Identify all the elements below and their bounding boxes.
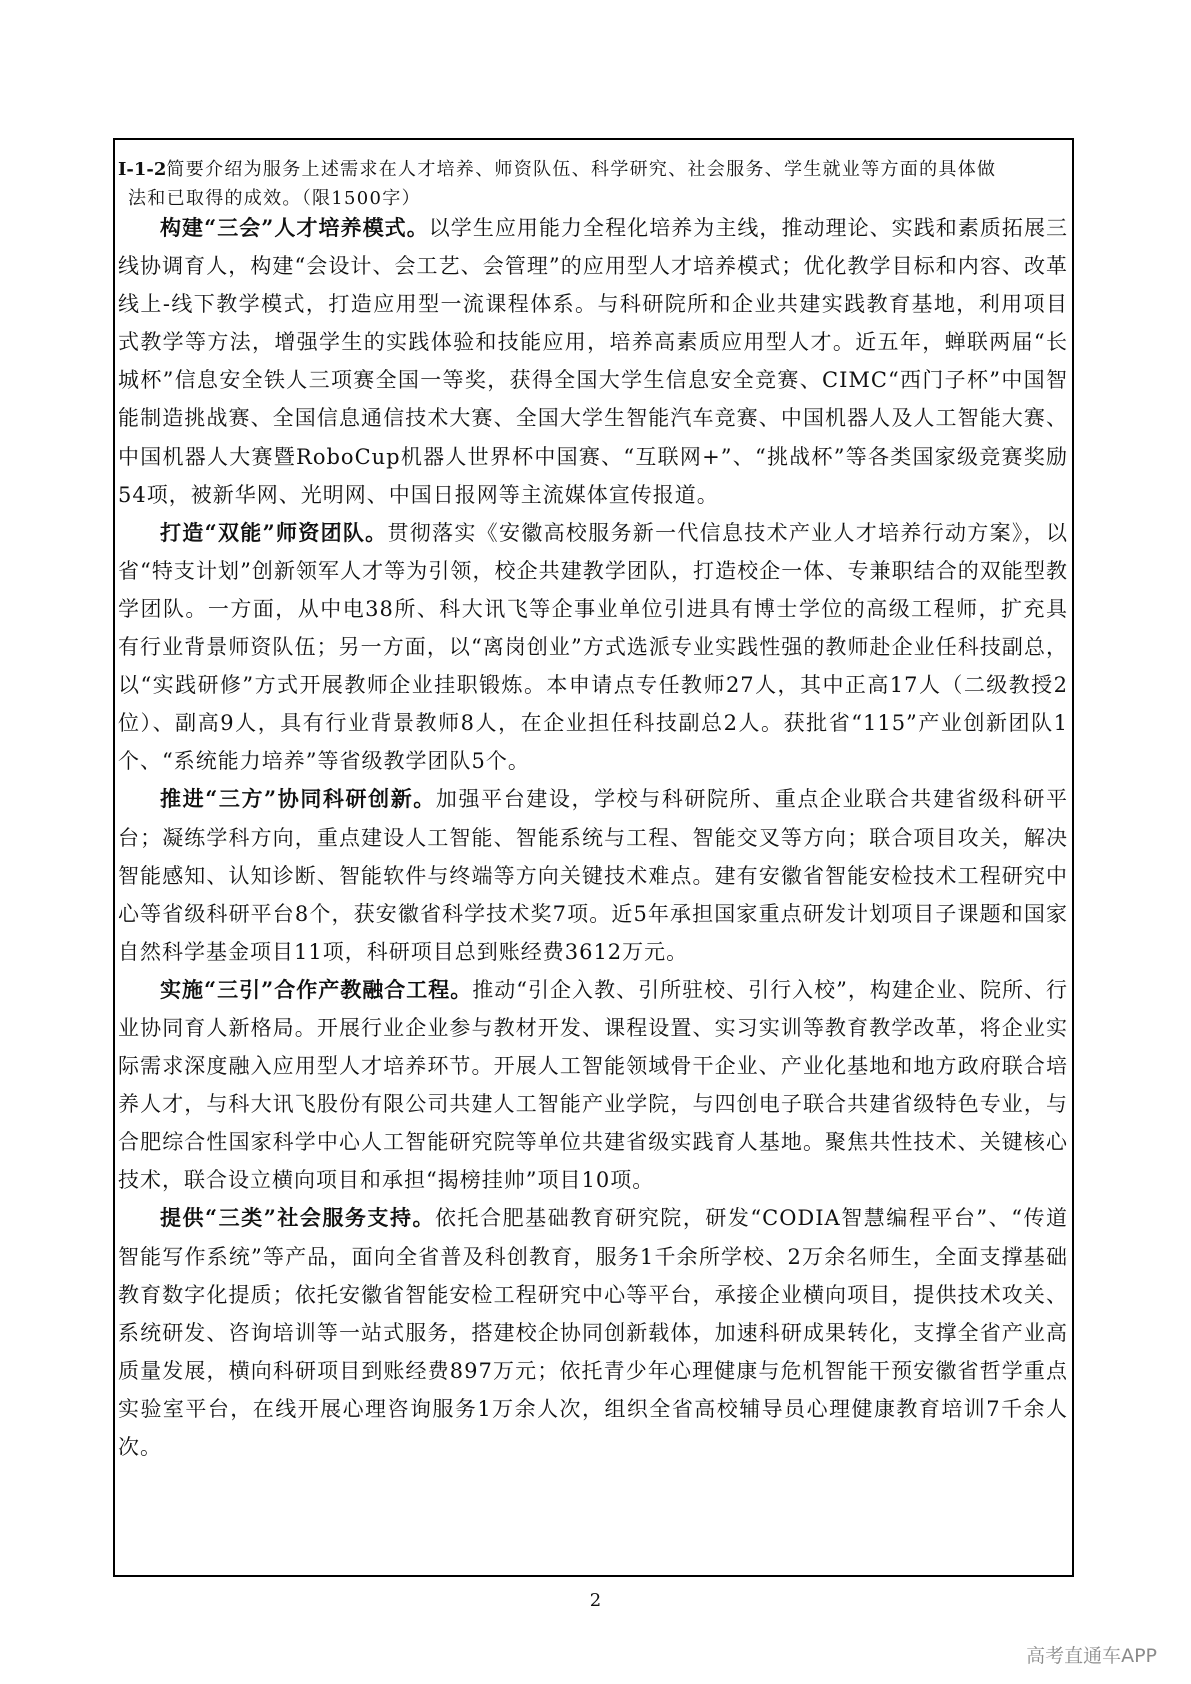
- paragraph-lead: 实施“三引”合作产教融合工程。: [160, 976, 473, 1002]
- paragraph-text: 贯彻落实《安徽高校服务新一代信息技术产业人才培养行动方案》，以省“特支计划”创新领军人才等为引领，校企共建教学团队，打造校企一体、专兼职结合的双能型教学团队。一方面，从中电38所、科大讯飞等企事业单位引进具有博士学位的高级工程师，扩充具有行业背景师资队伍；另一方面，以“离岗创业”方式选派专业实践性强的教师赴企业任科技副总，以“实践研修”方式开展教师企业挂职锻炼。本申请点专任教师27人，其中正高17人（二级教授2位）、副高9人，具有行业背景教师8人，在企业担任科技副总2人。获批省“115”产业创新团队1个、“系统能力培养”等省级教学团队5个。: [118, 520, 1068, 774]
- paragraph-text: 推动“引企入教、引所驻校、引行入校”，构建企业、院所、行业协同育人新格局。开展行业企业参与教材开发、课程设置、实习实训等教育教学改革，将企业实际需求深度融入应用型人才培养环节。开展人工智能领域骨干企业、产业化基地和地方政府联合培养人才，与科大讯飞股份有限公司共建人工智能产业学院，与四创电子联合共建省级特色专业，与合肥综合性国家科学中心人工智能研究院等单位共建省级实践育人基地。聚焦共性技术、关键核心技术，联合设立横向项目和承担“揭榜挂帅”项目10项。: [118, 977, 1068, 1193]
- paragraph-lead: 推进“三方”协同科研创新。: [160, 786, 436, 812]
- section-heading-line1: 简要介绍为服务上述需求在人才培养、师资队伍、科学研究、社会服务、学生就业等方面的具体做: [166, 159, 997, 180]
- paragraph-text: 加强平台建设，学校与科研院所、重点企业联合共建省级科研平台；凝练学科方向，重点建设人工智能、智能系统与工程、智能交叉等方向；联合项目攻关，解决智能感知、认知诊断、智能软件与终端等方向关键技术难点。建有安徽省智能安检技术工程研究中心等省级科研平台8个，获安徽省科学技术奖7项。近5年承担国家重点研发计划项目子课题和国家自然科学基金项目11项，科研项目总到账经费3612万元。: [118, 787, 1068, 964]
- paragraph-faculty-team: [118, 514, 1068, 781]
- paragraph-research-innovation: [118, 780, 1068, 970]
- paragraph-text: 依托合肥基础教育研究院，研发“CODIA智慧编程平台”、“传道智能写作系统”等产品，面向全省普及科创教育，服务1千余所学校、2万余名师生，全面支撑基础教育数字化提质；依托安徽省智能安检工程研究中心等平台，承接企业横向项目，提供技术攻关、系统研发、咨询培训等一站式服务，搭建校企协同创新载体，加速科研成果转化，支撑全省产业高质量发展，横向科研项目到账经费897万元；依托青少年心理健康与危机智能干预安徽省哲学重点实验室平台，在线开展心理咨询服务1万余人次，组织全省高校辅导员心理健康教育培训7千余人次。: [118, 1206, 1068, 1459]
- section-code: I-1-2: [118, 159, 167, 180]
- section-heading: [118, 155, 1070, 213]
- page-number: 2: [589, 1590, 602, 1611]
- watermark-text: 高考直通车APP: [1026, 1645, 1157, 1667]
- paragraph-social-service: [118, 1199, 1068, 1466]
- paragraph-industry-integration: [118, 971, 1068, 1200]
- paragraph-lead: 提供“三类”社会服务支持。: [160, 1205, 436, 1231]
- paragraph-lead: 打造“双能”师资团队。: [160, 519, 388, 545]
- paragraph-lead: 构建“三会”人才培养模式。: [160, 215, 429, 240]
- section-heading-line2: 法和已取得的成效。（限1500字）: [128, 188, 421, 209]
- paragraph-talent-training: [118, 209, 1068, 514]
- paragraph-text: 以学生应用能力全程化培养为主线，推动理论、实践和素质拓展三线协调育人，构建“会设计、会工艺、会管理”的应用型人才培养模式；优化教学目标和内容、改革线上-线下教学模式，打造应用型一流课程体系。与科研院所和企业共建实践教育基地，利用项目式教学等方法，增强学生的实践体验和技能应用，培养高素质应用型人才。近五年，蝉联两届“长城杯”信息安全铁人三项赛全国一等奖，获得全国大学生信息安全竞赛、CIMC“西门子杯”中国智能制造挑战赛、全国信息通信技术大赛、全国大学生智能汽车竞赛、中国机器人及人工智能大赛、中国机器人大赛暨RoboCup机器人世界杯中国赛、“互联网+”、“挑战杯”等各类国家级竞赛奖励54项，被新华网、光明网、中国日报网等主流媒体宣传报道。: [118, 216, 1068, 507]
- body-text: [118, 209, 1068, 1466]
